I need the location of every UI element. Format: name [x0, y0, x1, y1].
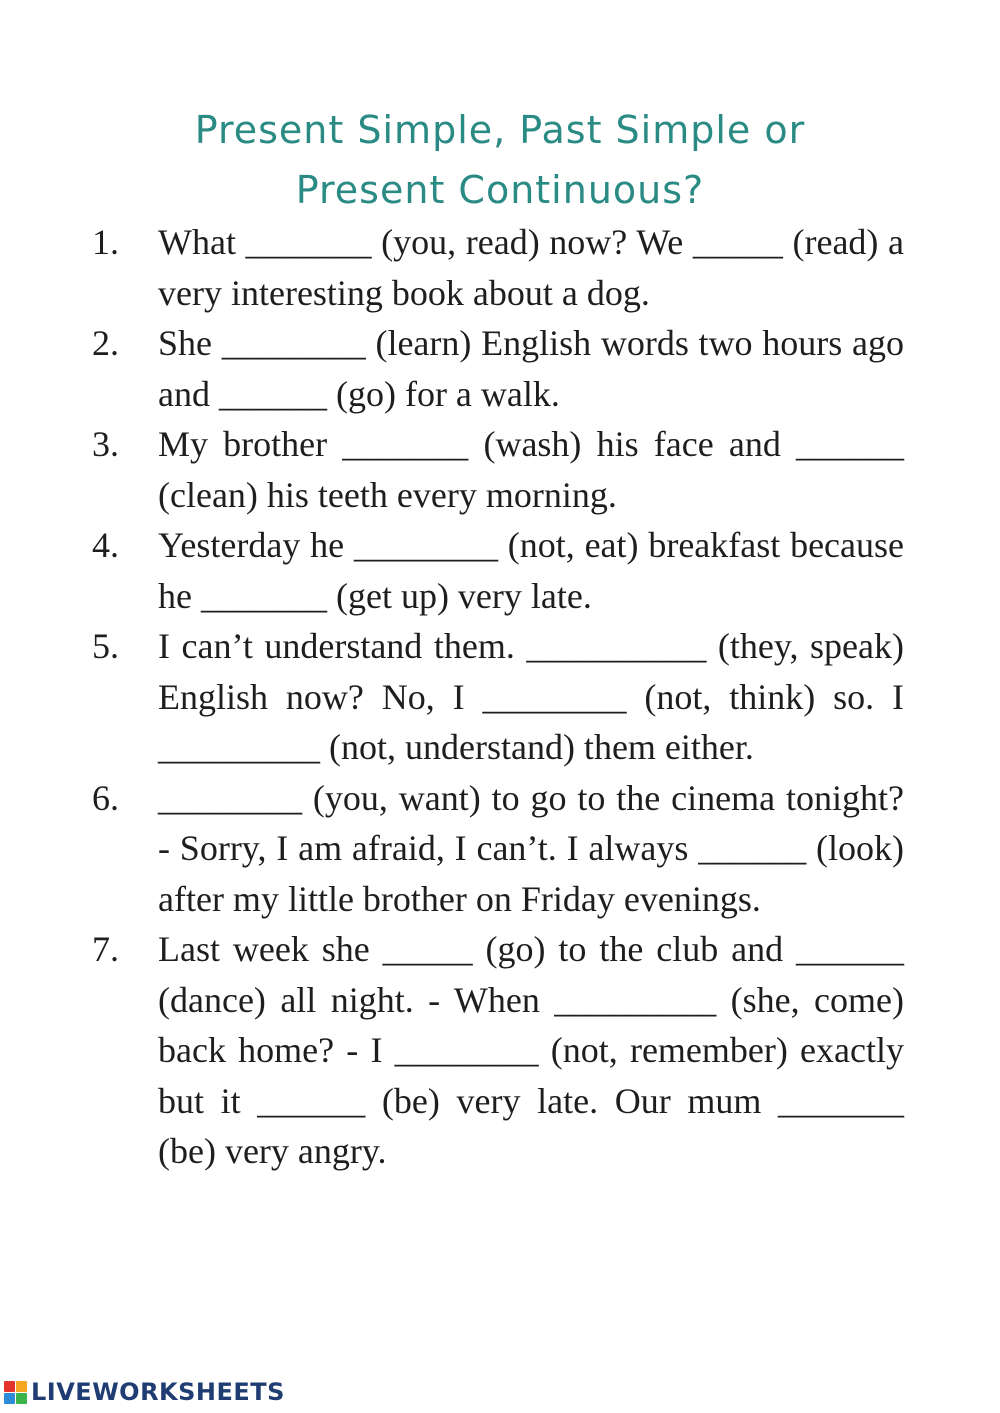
item-text: Last week she _____ (go) to the club and ______ (dance) all night. - When _________ (she, come) back home? - I ________ (not, remember) exactly but it ______ (be) very late. Our mum _______ (be) very angry.	[158, 929, 904, 1171]
item-text: She ________ (learn) English words two hours ago and ______ (go) for a walk.	[158, 323, 904, 414]
item-text: I can’t understand them. __________ (they, speak) English now? No, I ________ (not, think) so. I _________ (not, understand) them either.	[158, 626, 904, 767]
title-line-1: Present Simple, Past Simple or	[194, 108, 806, 152]
exercise-item-7	[92, 924, 904, 1177]
item-number: 7.	[92, 929, 119, 969]
exercise-item-3	[92, 419, 904, 520]
worksheet-title	[0, 100, 1000, 220]
item-text: My brother _______ (wash) his face and ______ (clean) his teeth every morning.	[158, 424, 904, 515]
exercise-list	[92, 217, 904, 1177]
item-number: 2.	[92, 323, 119, 363]
exercise-item-1	[92, 217, 904, 318]
liveworksheets-logo[interactable]	[4, 1378, 285, 1406]
exercise-item-5	[92, 621, 904, 773]
title-line-2: Present Continuous?	[295, 168, 705, 212]
item-number: 4.	[92, 525, 119, 565]
item-number: 6.	[92, 777, 119, 818]
exercise-item-2	[92, 318, 904, 419]
item-text: ________ (you, want) to go to the cinema tonight? - Sorry, I am afraid, I can’t. I always ______ (look) after my little brother on Friday evenings.	[158, 777, 904, 919]
logo-mark-icon	[4, 1381, 27, 1404]
exercise-item-6	[92, 773, 904, 925]
exercise-item-4	[92, 520, 904, 621]
item-text: Yesterday he ________ (not, eat) breakfast because he _______ (get up) very late.	[158, 525, 904, 616]
logo-text: LIVEWORKSHEETS	[31, 1378, 285, 1406]
item-number: 5.	[92, 626, 119, 666]
item-text: What _______ (you, read) now? We _____ (read) a very interesting book about a dog.	[158, 222, 904, 313]
item-number: 3.	[92, 424, 119, 464]
item-number: 1.	[92, 222, 119, 262]
